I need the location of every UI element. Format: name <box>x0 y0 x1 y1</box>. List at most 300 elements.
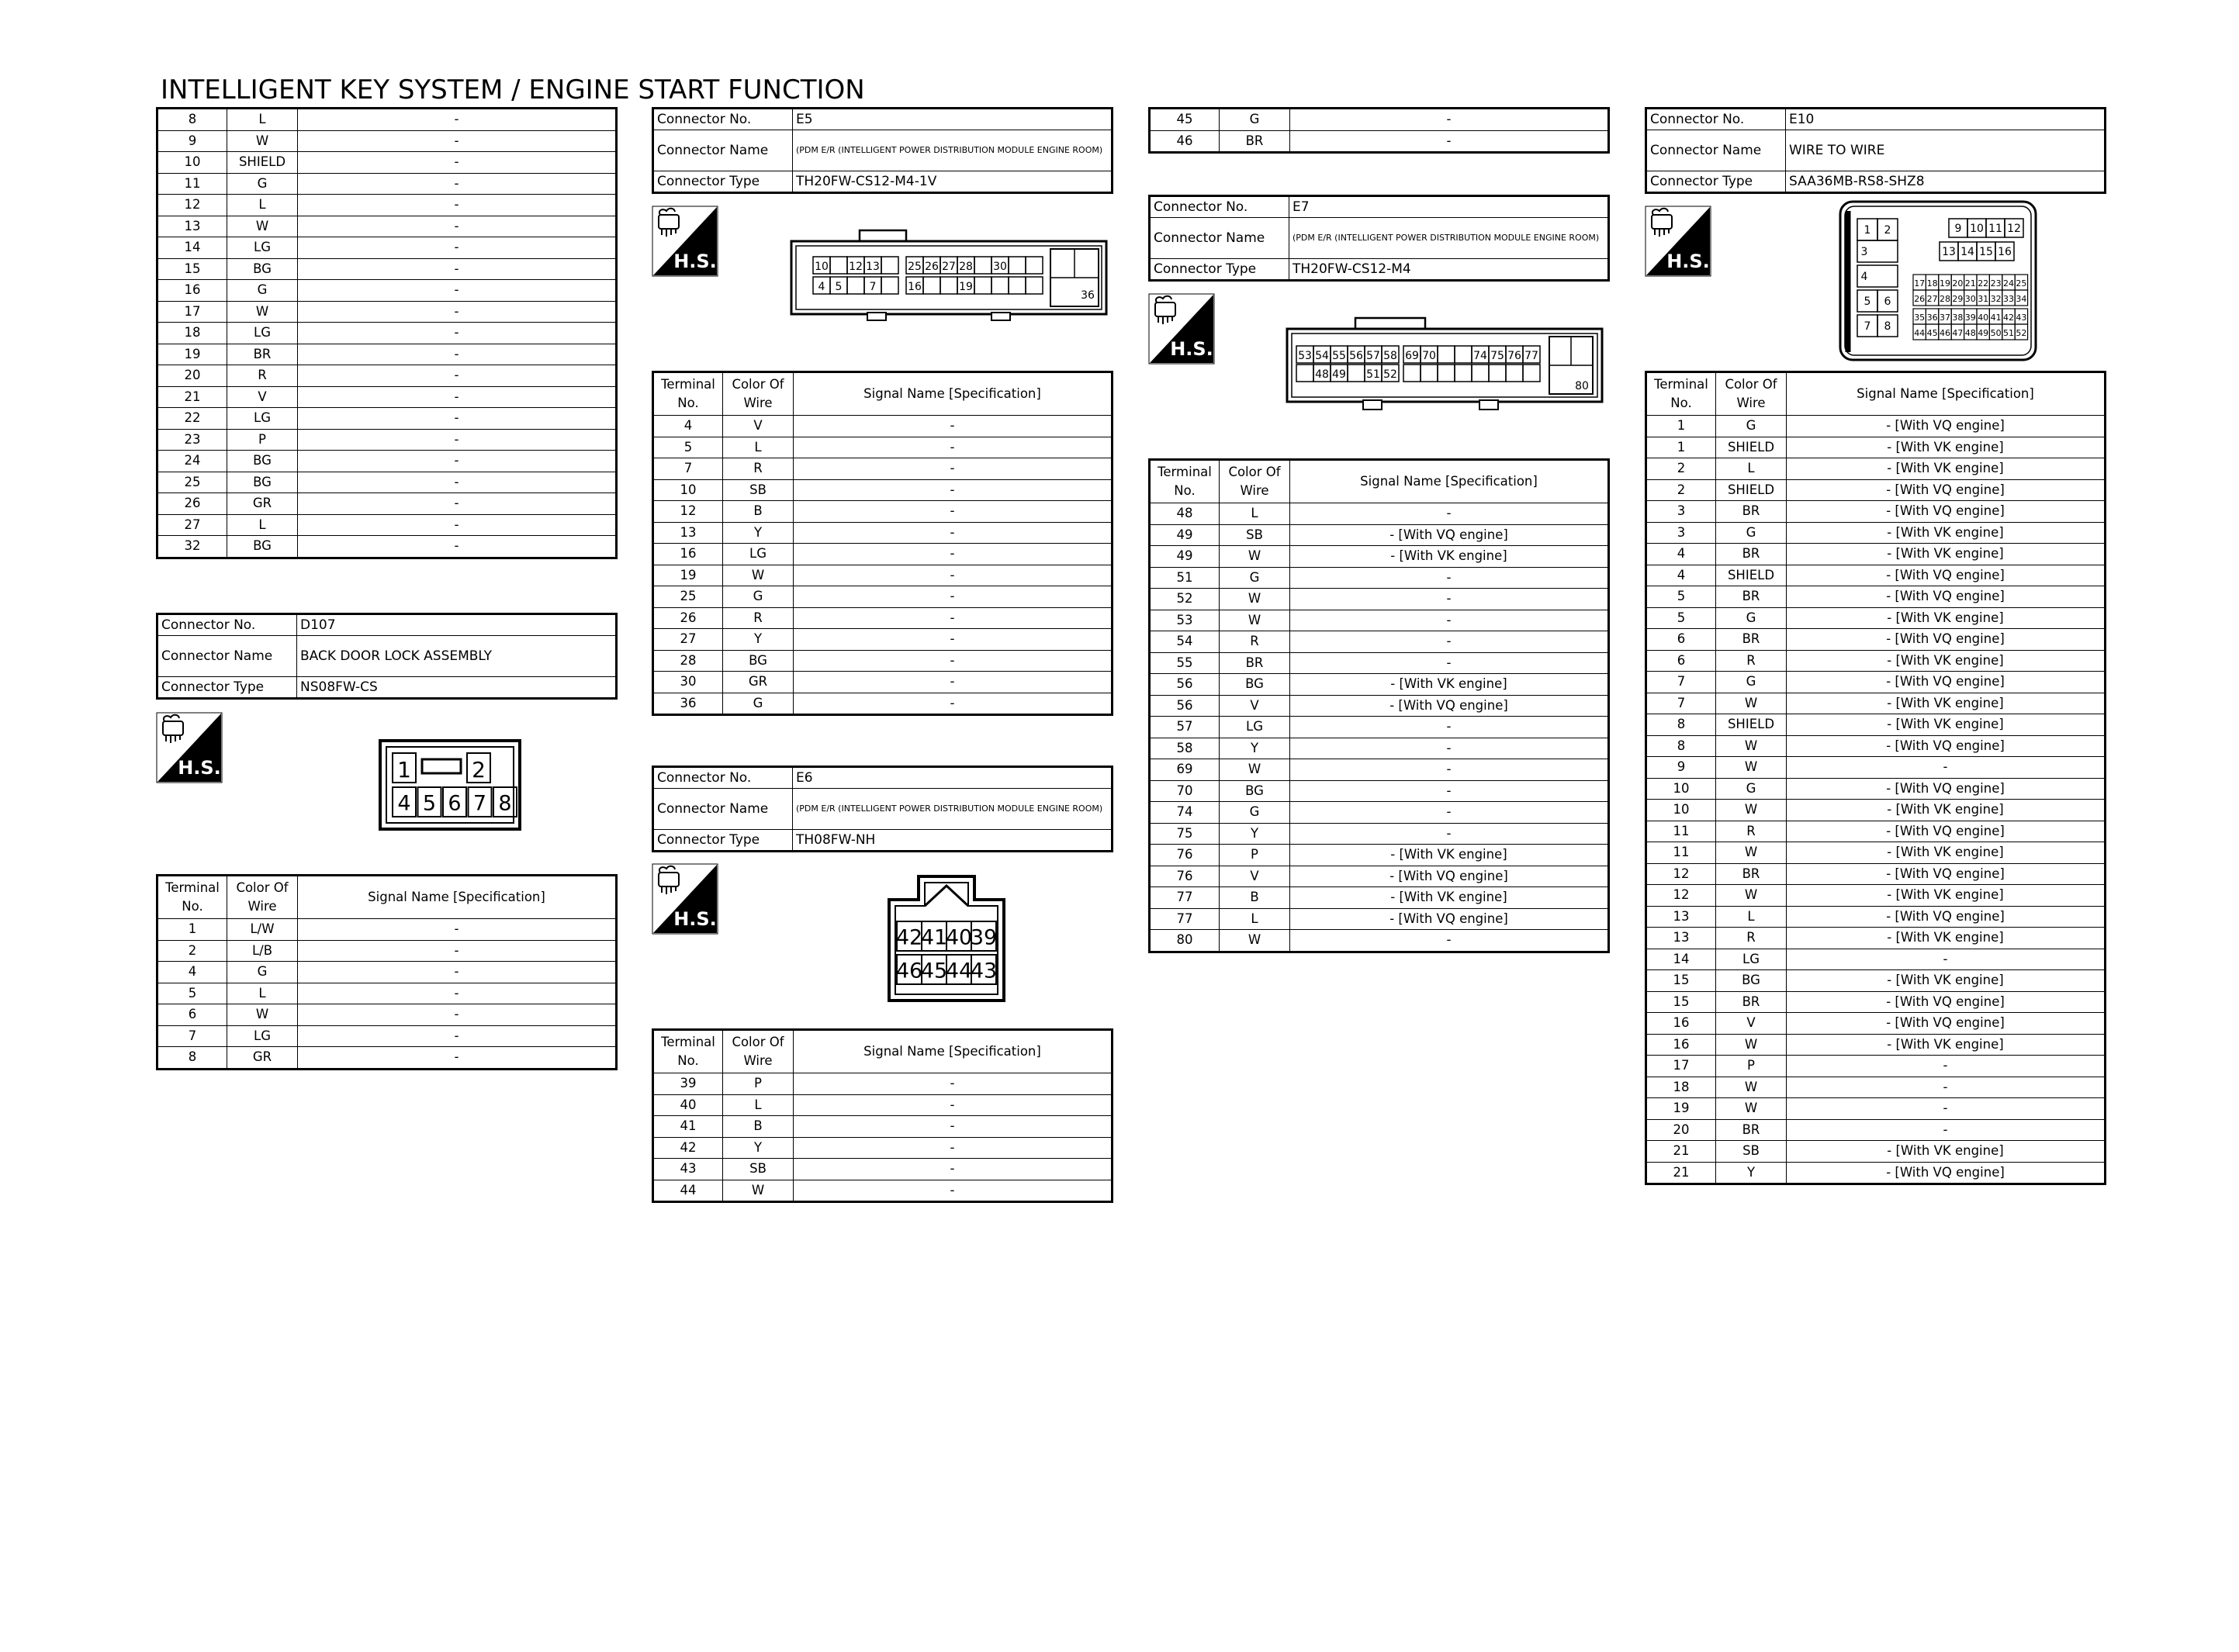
table-row <box>1646 863 2106 885</box>
terminal-no-cell: 76 <box>1150 845 1220 866</box>
pin-label: 40 <box>945 925 973 950</box>
harness-side-icon <box>1645 206 1711 277</box>
table-row <box>157 173 617 195</box>
terminal-no-cell: 5 <box>1646 586 1716 608</box>
wire-color-cell: G <box>227 962 298 983</box>
terminal-table-d107 <box>156 874 615 1070</box>
terminal-no-cell: 1 <box>1646 416 1716 437</box>
table-row <box>653 586 1113 608</box>
pin-label: 5 <box>835 281 843 293</box>
terminal-no-cell: 57 <box>1150 717 1220 738</box>
wire-color-cell: Y <box>1220 823 1290 845</box>
signal-name-cell: - <box>298 493 617 515</box>
terminal-no-cell: 48 <box>1150 503 1220 525</box>
signal-name-header: Signal Name [Specification] <box>794 1030 1113 1073</box>
wire-color-cell: W <box>1220 589 1290 610</box>
terminal-no-cell: 6 <box>1646 629 1716 651</box>
wire-color-cell: W <box>723 565 794 586</box>
table-row <box>1646 970 2106 992</box>
signal-name-cell: - <box>1290 717 1609 738</box>
wire-color-cell: G <box>1716 607 1787 629</box>
terminal-no-cell: 77 <box>1150 887 1220 909</box>
connector-info-d107 <box>156 613 615 700</box>
pin-label: 28 <box>1940 294 1950 304</box>
connector-no-label: Connector No. <box>1150 196 1289 218</box>
terminal-no-cell: 2 <box>157 940 227 962</box>
signal-name-cell: - [With VK engine] <box>1787 522 2106 544</box>
hs-icon <box>652 863 718 935</box>
signal-name-cell: - [With VK engine] <box>1787 885 2106 907</box>
signal-name-cell: - <box>1787 1098 2106 1120</box>
terminal-no-cell: 26 <box>653 607 723 629</box>
table-row <box>157 472 617 493</box>
pin-label: 26 <box>925 261 939 273</box>
wire-color-cell: BR <box>1220 652 1290 674</box>
table-row <box>653 479 1113 501</box>
signal-name-cell: - <box>298 130 617 152</box>
wire-color-cell: BR <box>1716 1119 1787 1141</box>
wire-color-cell: B <box>723 501 794 523</box>
connector-info-e7 <box>1148 195 1607 282</box>
pin-label: 53 <box>1298 350 1312 362</box>
wire-color-cell: G <box>1220 109 1290 131</box>
signal-name-cell: - [With VQ engine] <box>1787 501 2106 523</box>
terminal-no-cell: 5 <box>653 437 723 458</box>
wire-color-cell: W <box>227 1004 298 1026</box>
table-row <box>1150 631 1609 653</box>
wire-color-cell: P <box>1716 1056 1787 1077</box>
terminal-no-cell: 16 <box>653 544 723 565</box>
table-row <box>1646 501 2106 523</box>
table-row <box>1646 544 2106 565</box>
wire-color-cell: BR <box>1716 863 1787 885</box>
signal-name-cell: - [With VQ engine] <box>1787 906 2106 928</box>
table-row <box>1150 802 1609 824</box>
signal-name-cell: - <box>1787 949 2106 970</box>
signal-name-cell: - <box>298 472 617 493</box>
pin-label: 4 <box>818 281 825 293</box>
terminal-no-cell: 43 <box>653 1159 723 1180</box>
terminal-no-cell: 53 <box>1150 610 1220 631</box>
signal-name-cell: - <box>794 565 1113 586</box>
terminal-no-cell: 17 <box>157 301 227 323</box>
terminal-no-cell: 21 <box>157 386 227 408</box>
table-row <box>1646 1034 2106 1056</box>
table-row <box>653 522 1113 544</box>
table-row <box>653 650 1113 672</box>
signal-name-cell: - <box>794 479 1113 501</box>
table-row <box>157 365 617 387</box>
signal-name-cell: - <box>298 536 617 558</box>
color-of-wire-header: Color Of Wire <box>723 1030 794 1073</box>
connector-info-e5 <box>652 107 1111 194</box>
pin-label: 41 <box>1990 313 2002 323</box>
terminal-no-cell: 7 <box>1646 672 1716 693</box>
pin-label: 38 <box>1952 313 1964 323</box>
connector-no-label: Connector No. <box>1646 109 1786 130</box>
table-row <box>1150 524 1609 546</box>
signal-name-cell: - [With VK engine] <box>1290 845 1609 866</box>
wire-color-cell: W <box>1716 800 1787 821</box>
pin-label: 28 <box>959 261 973 273</box>
signal-name-cell: - <box>298 152 617 174</box>
connector-no-value: E10 <box>1786 109 2106 130</box>
table-row <box>1646 821 2106 842</box>
signal-name-cell: - <box>298 962 617 983</box>
table-row <box>1646 1119 2106 1141</box>
hs-label: H.S. <box>1170 338 1213 360</box>
wire-color-cell: R <box>1220 631 1290 653</box>
hs-icon <box>156 712 223 783</box>
terminal-no-cell: 4 <box>653 416 723 437</box>
table-row <box>157 386 617 408</box>
signal-name-cell: - <box>794 544 1113 565</box>
wire-color-cell: W <box>227 130 298 152</box>
signal-name-cell: - <box>1290 930 1609 952</box>
wire-color-cell: G <box>723 586 794 608</box>
wire-color-cell: V <box>1716 1013 1787 1035</box>
table-row <box>157 408 617 430</box>
signal-name-cell: - <box>1787 1056 2106 1077</box>
wire-color-cell: SHIELD <box>1716 714 1787 736</box>
signal-name-cell: - <box>298 173 617 195</box>
terminal-no-cell: 32 <box>157 536 227 558</box>
signal-name-cell: - <box>1787 1119 2106 1141</box>
terminal-table-e6 <box>652 1028 1111 1203</box>
signal-name-cell: - [With VK engine] <box>1787 1034 2106 1056</box>
pin-label: 2 <box>1884 224 1891 237</box>
terminal-no-cell: 1 <box>1646 437 1716 458</box>
signal-name-cell: - <box>298 1047 617 1070</box>
signal-name-cell: - <box>1787 757 2106 779</box>
pin-label: 48 <box>1315 368 1329 381</box>
signal-name-cell: - <box>794 607 1113 629</box>
wire-color-cell: BG <box>227 536 298 558</box>
terminal-no-cell: 11 <box>1646 842 1716 864</box>
wire-color-cell: Y <box>723 1137 794 1159</box>
wire-color-cell: L/W <box>227 919 298 941</box>
signal-name-cell: - <box>1787 1077 2106 1098</box>
pin-label: 23 <box>1990 278 2002 289</box>
pin-label: 40 <box>1978 313 1989 323</box>
table-row <box>157 237 617 259</box>
terminal-no-header: Terminal No. <box>1646 372 1716 416</box>
pin-label: 56 <box>1349 350 1363 362</box>
pin-label: 4 <box>1860 271 1868 283</box>
terminal-no-cell: 49 <box>1150 546 1220 568</box>
wire-color-cell: B <box>723 1116 794 1138</box>
pin-label: 5 <box>422 791 437 816</box>
pin-label: 16 <box>908 281 922 293</box>
table-row <box>653 629 1113 651</box>
signal-name-cell: - <box>1290 109 1609 131</box>
wire-color-cell: LG <box>1716 949 1787 970</box>
wire-color-cell: GR <box>227 1047 298 1070</box>
signal-name-cell: - [With VK engine] <box>1787 928 2106 949</box>
wire-color-cell: G <box>227 280 298 302</box>
table-row <box>157 280 617 302</box>
terminal-no-cell: 10 <box>157 152 227 174</box>
signal-name-cell: - [With VK engine] <box>1787 970 2106 992</box>
terminal-no-cell: 12 <box>1646 863 1716 885</box>
prev-terminal-table-col3 <box>1148 107 1607 154</box>
table-row <box>1150 130 1609 153</box>
pin-label: 30 <box>993 261 1007 273</box>
signal-name-cell: - <box>1290 738 1609 759</box>
terminal-no-header: Terminal No. <box>653 1030 723 1073</box>
signal-name-cell: - [With VQ engine] <box>1787 1162 2106 1184</box>
terminal-no-cell: 15 <box>1646 991 1716 1013</box>
terminal-no-cell: 24 <box>157 451 227 472</box>
terminal-no-cell: 17 <box>1646 1056 1716 1077</box>
table-row <box>157 109 617 131</box>
signal-name-cell: - [With VQ engine] <box>1290 866 1609 887</box>
pin-label: 69 <box>1405 350 1419 362</box>
wire-color-cell: R <box>723 607 794 629</box>
wire-color-cell: Y <box>1220 738 1290 759</box>
pin-label: 77 <box>1524 350 1538 362</box>
wire-color-cell: G <box>1716 522 1787 544</box>
connector-name-label: Connector Name <box>653 130 793 171</box>
signal-name-cell: - <box>298 237 617 259</box>
signal-name-cell: - <box>298 983 617 1004</box>
signal-name-cell: - [With VK engine] <box>1787 714 2106 736</box>
terminal-no-cell: 4 <box>1646 544 1716 565</box>
terminal-table-e10 <box>1645 371 2104 1185</box>
signal-name-cell: - <box>794 1094 1113 1116</box>
terminal-no-cell: 54 <box>1150 631 1220 653</box>
pin-label: 29 <box>1952 294 1964 304</box>
pin-label: 50 <box>1990 328 2002 338</box>
table-row <box>157 962 617 983</box>
signal-name-cell: - [With VK engine] <box>1787 458 2106 480</box>
terminal-no-cell: 45 <box>1150 109 1220 131</box>
wire-color-cell: L <box>723 1094 794 1116</box>
table-row <box>1150 887 1609 909</box>
wire-color-cell: G <box>1716 416 1787 437</box>
terminal-no-cell: 30 <box>653 672 723 693</box>
pin-label: 20 <box>1952 278 1964 289</box>
terminal-no-cell: 10 <box>1646 800 1716 821</box>
terminal-no-cell: 18 <box>157 323 227 344</box>
table-row <box>1150 738 1609 759</box>
terminal-no-cell: 13 <box>157 216 227 237</box>
table-row <box>157 493 617 515</box>
terminal-no-cell: 6 <box>1646 650 1716 672</box>
pin-label: 27 <box>942 261 956 273</box>
pin-label: 55 <box>1332 350 1346 362</box>
terminal-no-cell: 7 <box>157 1025 227 1047</box>
table-row <box>653 607 1113 629</box>
terminal-no-cell: 46 <box>1150 130 1220 153</box>
pin-label: 26 <box>1914 294 1926 304</box>
table-row <box>653 458 1113 480</box>
terminal-no-cell: 19 <box>653 565 723 586</box>
pin-label: 4 <box>397 791 411 816</box>
pin-label: 43 <box>2016 313 2027 323</box>
table-row <box>1646 522 2106 544</box>
pin-label: 39 <box>970 925 998 950</box>
wire-color-cell: BG <box>1220 780 1290 802</box>
pin-label: 42 <box>895 925 923 950</box>
pin-label: 14 <box>1960 246 1974 258</box>
pin-label: 24 <box>2003 278 2014 289</box>
terminal-table <box>156 107 618 559</box>
terminal-no-cell: 23 <box>157 429 227 451</box>
signal-name-cell: - <box>794 1159 1113 1180</box>
hs-label: H.S. <box>1666 251 1710 272</box>
terminal-no-cell: 10 <box>1646 778 1716 800</box>
terminal-no-cell: 8 <box>1646 714 1716 736</box>
wire-color-cell: V <box>1220 866 1290 887</box>
signal-name-cell: - <box>794 629 1113 651</box>
table-row <box>1646 479 2106 501</box>
wire-color-cell: G <box>723 693 794 715</box>
pin-label: 42 <box>2003 313 2014 323</box>
pin-label: 1 <box>397 757 411 783</box>
pin-label: 49 <box>1332 368 1346 381</box>
pin-label: 47 <box>1952 328 1964 338</box>
wire-color-cell: BR <box>1716 586 1787 608</box>
terminal-no-cell: 13 <box>653 522 723 544</box>
connector-info-e10 <box>1645 107 2104 194</box>
wire-color-cell: L/B <box>227 940 298 962</box>
table-row <box>1646 800 2106 821</box>
signal-name-cell: - <box>298 344 617 365</box>
table-row <box>1646 1162 2106 1184</box>
signal-name-cell: - [With VQ engine] <box>1787 778 2106 800</box>
signal-name-cell: - <box>1290 610 1609 631</box>
terminal-no-cell: 8 <box>1646 735 1716 757</box>
table-row <box>1150 652 1609 674</box>
signal-name-cell: - <box>1290 567 1609 589</box>
pin-label: 33 <box>2003 294 2014 304</box>
signal-name-cell: - <box>298 386 617 408</box>
table-row <box>157 451 617 472</box>
color-of-wire-header: Color Of Wire <box>227 876 298 919</box>
wire-color-cell: BG <box>227 451 298 472</box>
signal-name-cell: - <box>298 1004 617 1026</box>
wire-color-cell: R <box>227 365 298 387</box>
table-row <box>157 536 617 558</box>
table-row <box>1150 610 1609 631</box>
connector-type-value: TH20FW-CS12-M4-1V <box>793 171 1113 193</box>
pin-label: 74 <box>1473 350 1487 362</box>
page-title: INTELLIGENT KEY SYSTEM / ENGINE START FUNCTION <box>161 74 865 105</box>
pin-label: 44 <box>1914 328 1926 338</box>
wire-color-cell: BR <box>227 344 298 365</box>
table-row <box>1646 842 2106 864</box>
wire-color-cell: L <box>1220 503 1290 525</box>
terminal-no-cell: 7 <box>653 458 723 480</box>
wire-color-cell: Y <box>723 522 794 544</box>
terminal-no-cell: 19 <box>1646 1098 1716 1120</box>
signal-name-cell: - <box>298 258 617 280</box>
pin-label: 39 <box>1964 313 1976 323</box>
signal-name-cell: - <box>1290 823 1609 845</box>
wire-color-cell: V <box>227 386 298 408</box>
table-row <box>653 544 1113 565</box>
table-row <box>1150 567 1609 589</box>
signal-name-cell: - <box>298 451 617 472</box>
signal-name-cell: - <box>794 437 1113 458</box>
signal-name-cell: - [With VK engine] <box>1787 800 2106 821</box>
connector-type-value: NS08FW-CS <box>297 677 617 699</box>
signal-name-cell: - <box>1290 631 1609 653</box>
table-row <box>157 1025 617 1047</box>
connector-type-value: TH20FW-CS12-M4 <box>1289 259 1609 281</box>
pin-label: 51 <box>2003 328 2014 338</box>
terminal-no-cell: 10 <box>653 479 723 501</box>
pin-label: 58 <box>1383 350 1397 362</box>
signal-name-cell: - <box>1290 802 1609 824</box>
signal-name-cell: - [With VK engine] <box>1290 674 1609 696</box>
pin-label: 5 <box>1864 295 1871 308</box>
wire-color-cell: W <box>227 216 298 237</box>
signal-name-cell: - <box>298 365 617 387</box>
pin-label: 49 <box>1978 328 1989 338</box>
pin-label: 46 <box>895 959 923 983</box>
connector-name-label: Connector Name <box>1150 218 1289 259</box>
signal-name-header: Signal Name [Specification] <box>298 876 617 919</box>
wire-color-cell: W <box>1716 735 1787 757</box>
pin-label: 57 <box>1366 350 1380 362</box>
pin-label: 25 <box>2016 278 2027 289</box>
connector-type-value: TH08FW-NH <box>793 830 1113 852</box>
terminal-no-cell: 11 <box>1646 821 1716 842</box>
signal-name-cell: - [With VQ engine] <box>1787 586 2106 608</box>
table-row <box>1646 565 2106 586</box>
table-row <box>1646 778 2106 800</box>
pin-label: 12 <box>2007 223 2021 235</box>
table-row <box>157 195 617 216</box>
connector-no-label: Connector No. <box>653 767 793 789</box>
signal-name-cell: - <box>298 408 617 430</box>
terminal-no-cell: 16 <box>1646 1034 1716 1056</box>
pin-label: 36 <box>1926 313 1938 323</box>
signal-name-cell: - [With VQ engine] <box>1787 629 2106 651</box>
connector-name-label: Connector Name <box>1646 130 1786 171</box>
table-row <box>1646 650 2106 672</box>
table-row <box>1646 757 2106 779</box>
wire-color-cell: SHIELD <box>227 152 298 174</box>
signal-name-cell: - <box>1290 589 1609 610</box>
pin-label: 76 <box>1507 350 1521 362</box>
terminal-no-cell: 55 <box>1150 652 1220 674</box>
table-row <box>157 429 617 451</box>
signal-name-cell: - [With VQ engine] <box>1787 1013 2106 1035</box>
table-row <box>1646 672 2106 693</box>
pin-label: 21 <box>1964 278 1976 289</box>
table-row <box>1150 674 1609 696</box>
color-of-wire-header: Color Of Wire <box>1716 372 1787 416</box>
table-row <box>157 344 617 365</box>
wire-color-cell: B <box>1220 887 1290 909</box>
hs-icon <box>1148 293 1215 365</box>
terminal-no-cell: 27 <box>653 629 723 651</box>
connector-name-label: Connector Name <box>653 789 793 830</box>
wire-color-cell: L <box>227 195 298 216</box>
pin-label: 36 <box>1081 289 1095 302</box>
connector-info-e6 <box>652 766 1111 852</box>
signal-name-cell: - <box>1290 780 1609 802</box>
signal-name-cell: - [With VK engine] <box>1787 437 2106 458</box>
table-row <box>157 301 617 323</box>
table-row <box>1646 1077 2106 1098</box>
connector-type-label: Connector Type <box>653 171 793 193</box>
pin-label: 19 <box>1940 278 1950 289</box>
wire-color-cell: W <box>1220 546 1290 568</box>
